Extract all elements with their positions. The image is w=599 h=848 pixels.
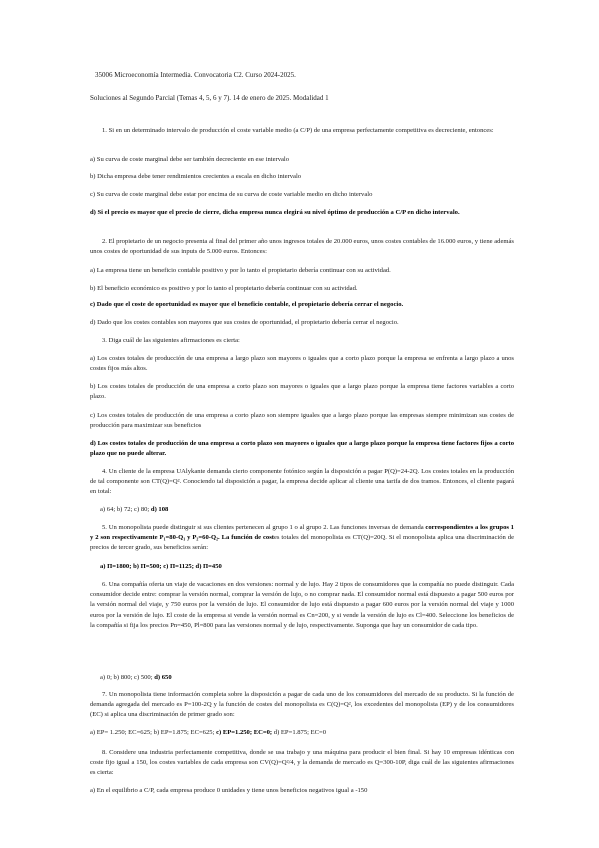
question-6-text: 6. Una compañía oferta un viaje de vacaciones en dos versiones: normal y de lujo. Hay 2 tipos de consumidores que la compañía no puede distinguir. Cada consumidor decide entre: comprar la versión normal, comprar la versión de lujo, o no comprar nada. El consumidor normal está dispuesto a pagar 500 euros por la versión normal del viaje, y 750 euros por la versión de lujo. El consumidor de lujo está dispuesto a pagar 600 euros por la versión normal del viaje y 1000 euros por la versión de lujo. El coste de la empresa si vende la versión normal es Cn=200, y si vende la versión de lujo es Cl=400. Seleccione los beneficios de la compañía si fija los precios Pn=450, Pl=800 para las versiones normal y de lujo, respectivamente. Suponga que hay un consumidor de cada tipo. bbox=[90, 581, 514, 629]
question-6-answer: d) 650 bbox=[154, 674, 172, 681]
question-1-answer: d) Si el precio es mayor que el precio de cierre, dicha empresa nunca elegirá su nivel óptimo de producción a C/P en dicho intervalo. bbox=[90, 209, 460, 216]
question-3-option-b: b) Los costes totales de producción de una empresa a corto plazo son mayores o iguales que a largo plazo porque la empresa tiene factores variables a corto plazo. bbox=[90, 383, 514, 401]
question-4-answer: d) 108 bbox=[150, 506, 169, 513]
question-5-options bbox=[100, 562, 514, 572]
question-4-text: 4. Un cliente de la empresa UAlykante demanda cierto componente fotónico según la disposición a pagar P(Q)=24-2Q. Los costes totales en la producción de tal componente son CT(Q)=Q². Conociendo tal disposición a pagar, la empresa decide aplicar al cliente una tarifa de dos tramos. Entonces, el cliente pagará en total: bbox=[90, 468, 514, 496]
question-7-options bbox=[90, 728, 514, 738]
question-2-answer: c) Dado que el coste de oportunidad es mayor que el beneficio contable, el propietario debería cerrar el negocio. bbox=[90, 301, 404, 308]
question-1-option-c: c) Su curva de coste marginal debe estar por encima de su curva de coste variable medio en dicho intervalo bbox=[90, 191, 373, 198]
question-1-option-a: a) Su curva de coste marginal debe ser también decreciente en ese intervalo bbox=[90, 156, 290, 163]
question-3-text: 3. Diga cuál de las siguientes afirmaciones es cierta: bbox=[102, 337, 240, 344]
question-2-option-d: d) Dado que los costes contables son mayores que sus costes de oportunidad, el propietario debería cerrar el negocio. bbox=[90, 319, 399, 326]
question-2-option-b: b) El beneficio económico es positivo y por lo tanto el propietario debería continuar con su actividad. bbox=[90, 285, 358, 292]
question-7-text: 7. Un monopolista tiene información completa sobre la disposición a pagar de cada uno de los consumidores del mercado de su producto. Si la función de demanda agregada del mercado es P=100-2Q y la función de costes del monopolista es C(Q)=Q², los excedentes del monopolista (EP) y de los consumidores (EC) si aplica una discriminación de primer grado son: bbox=[90, 691, 514, 719]
question-4-option-list: a) 64; b) 72; c) 80; bbox=[100, 506, 150, 513]
question-3-option-c: c) Los costes totales de producción de una empresa a corto plazo son siempre iguales que a largo plazo porque las empresas siempre minimizan sus costes de producción para maximizar sus beneficios bbox=[90, 412, 514, 430]
question-7-answer: c) EP=1.250; EC=0; bbox=[216, 729, 273, 736]
question-6-option-list: a) 0; b) 800; c) 500; bbox=[100, 674, 153, 681]
question-5-answer: a) Π=1800; bbox=[100, 563, 132, 570]
question-2-option-a: a) La empresa tiene un beneficio contable positivo y por lo tanto el propietario debería continuar con su actividad. bbox=[90, 267, 391, 274]
question-3-answer: d) Los costes totales de producción de una empresa a corto plazo son mayores o iguales que a largo plazo porque la empresa tiene factores fijos a corto plazo que no puede alterar. bbox=[90, 440, 514, 458]
question-3-option-a: a) Los costes totales de producción de una empresa a largo plazo son mayores o iguales que a corto plazo porque la empresa se enfrenta a largo plazo a unos costes fijos más altos. bbox=[90, 355, 514, 373]
question-7-option-list-end: d) EP=1.875; EC=0 bbox=[273, 729, 327, 736]
question-5-text bbox=[90, 523, 514, 554]
question-5-text-bold: correspondientes a los grupos 1 y 2 son respectivamente P₁=80-Q₁ y P₂=60-Q₂. La función de cost bbox=[90, 524, 514, 542]
question-1-option-b: b) Dicha empresa debe tener rendimientos crecientes a escala en dicho intervalo bbox=[90, 173, 302, 180]
question-7-option-list: a) EP= 1.250; EC=625; b) EP=1.875; EC=625; bbox=[90, 729, 215, 736]
question-5-text-start: 5. Un monopolista puede distinguir si sus clientes pertenecen al grupo 1 o al grupo 2. Las funciones inversas de demanda bbox=[102, 524, 424, 531]
question-2-text: 2. El propietario de un negocio presenta al final del primer año unos ingresos totales de 20.000 euros, unos costes contables de 16.000 euros, y tiene además unos costes de oportunidad de sus inputs de 5.000 euros. Entonces: bbox=[90, 238, 514, 256]
exam-subtitle: Soluciones al Segundo Parcial (Temas 4, 5, 6 y 7). 14 de enero de 2025. Modalidad 1 bbox=[90, 94, 329, 102]
question-8-text: 8. Considere una industria perfectamente competitiva, donde se usa trabajo y una máquina para producir el bien final. Si hay 10 empresas idénticas con coste fijo igual a 150, los costes variables de cada empresa son CV(Q)=Q²/4, y la demanda de mercado es Q=300-10P, diga cuál de las siguientes afirmaciones es cierta: bbox=[90, 749, 514, 777]
question-5-option-list: b) Π=500; c) Π=1125; d) Π=450 bbox=[133, 563, 222, 570]
question-1-text: 1. Si en un determinado intervalo de producción el coste variable medio (a C/P) de una empresa perfectamente competitiva es decreciente, entonces: bbox=[102, 127, 494, 134]
course-header: 35006 Microeconomía Intermedia. Convocatoria C2. Curso 2024-2025. bbox=[95, 71, 296, 79]
question-4-options bbox=[100, 505, 514, 515]
question-6-options bbox=[100, 673, 514, 683]
question-8-option-a: a) En el equilibrio a C/P, cada empresa produce 0 unidades y tiene unos beneficios negativos igual a -150 bbox=[90, 787, 368, 794]
question-5-text-end: es totales del monopolista es CT(Q)=20Q. Si el monopolista aplica una discriminación de precios de tercer grado, sus beneficios serán: bbox=[90, 534, 515, 552]
